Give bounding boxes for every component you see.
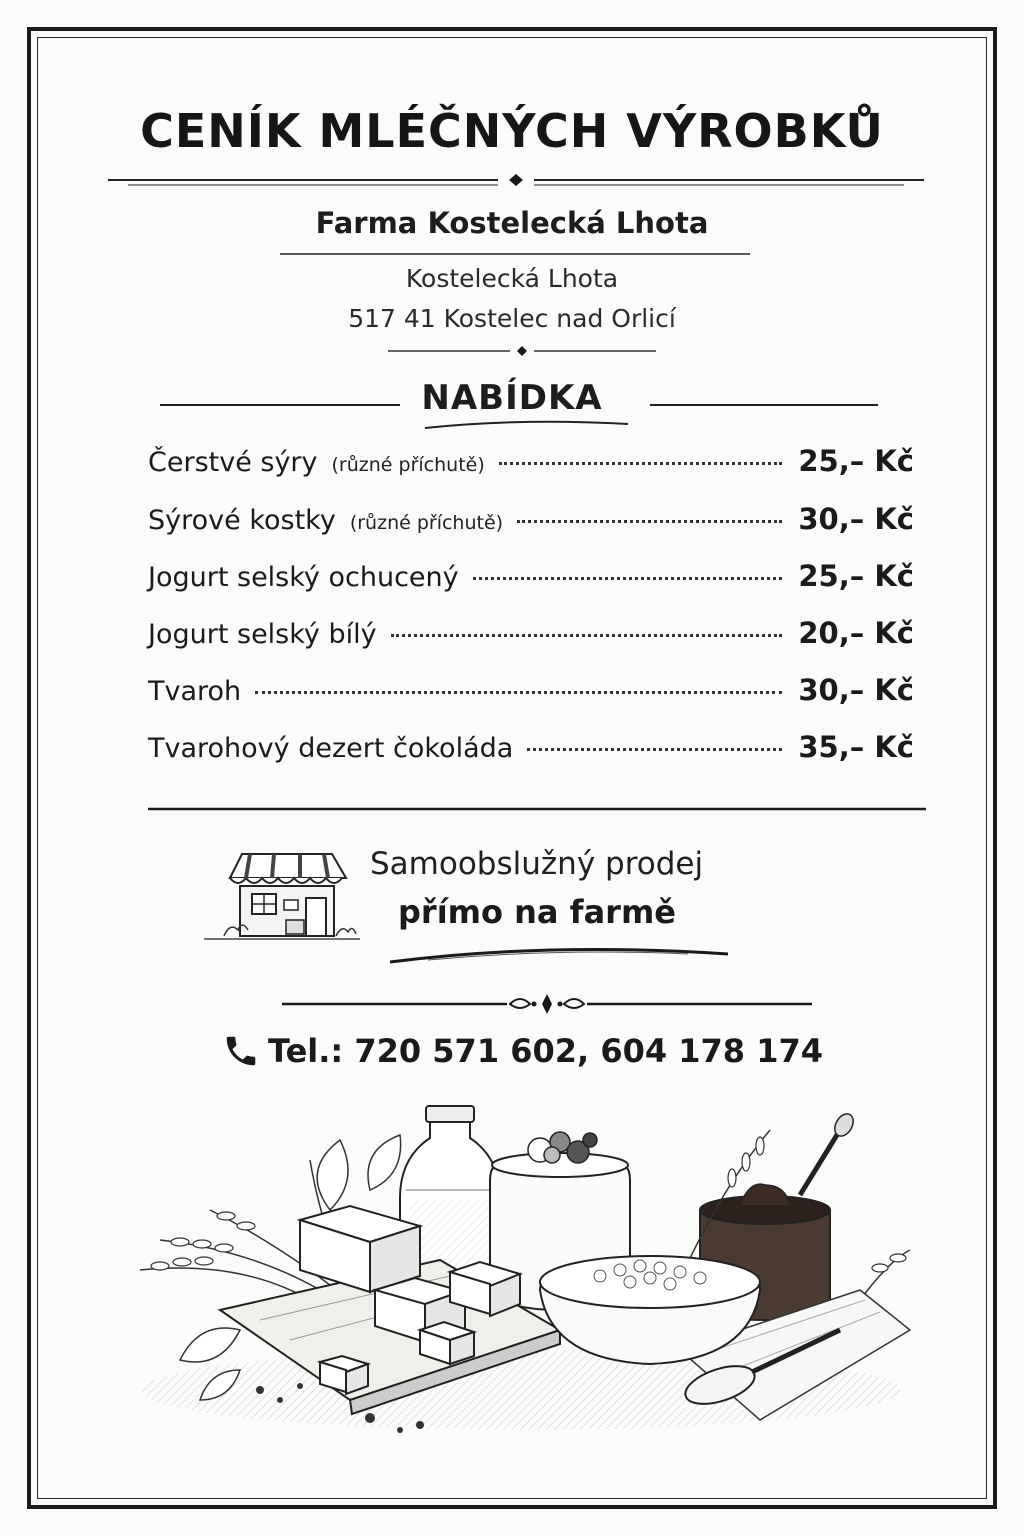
product-name: Tvarohový dezert čokoláda: [148, 733, 514, 764]
farm-name: Farma Kostelecká Lhota: [315, 206, 709, 240]
shop-line-2: přímo na farmě: [398, 893, 676, 931]
price-row: [148, 559, 914, 599]
section-heading: NABÍDKA: [421, 378, 603, 418]
product-name: Jogurt selský ochucený: [148, 562, 459, 593]
address-divider: [388, 344, 656, 358]
farm-shop-icon: [200, 846, 360, 946]
product-name: Sýrové kostky: [148, 505, 336, 536]
product-name: Tvaroh: [148, 676, 242, 707]
shop-line-1: Samoobslužný prodej: [370, 846, 704, 882]
product-price: 20,– Kč: [798, 616, 914, 650]
leader-dots: [517, 520, 782, 523]
price-row: [148, 616, 914, 656]
phone-numbers: Tel.: 720 571 602, 604 178 174: [268, 1032, 823, 1070]
phone-contact: [222, 1032, 823, 1070]
ornament-divider: [282, 992, 812, 1016]
leader-dots: [255, 691, 782, 694]
address-line-1: Kostelecká Lhota: [405, 264, 619, 293]
product-price: 25,– Kč: [798, 444, 914, 478]
price-row: [148, 444, 914, 484]
leader-dots: [473, 577, 783, 580]
leader-dots: [391, 634, 783, 637]
product-price: 30,– Kč: [798, 502, 914, 536]
shop-underline-swash: [388, 944, 730, 968]
price-row: [148, 673, 914, 713]
product-price: 30,– Kč: [798, 673, 914, 707]
price-row: [148, 502, 914, 542]
leader-dots: [499, 462, 783, 465]
title-divider: [108, 170, 924, 192]
list-divider: [148, 806, 926, 812]
dairy-products-illustration: [120, 1100, 920, 1450]
farm-name-underline: [280, 250, 750, 258]
phone-icon: [222, 1032, 260, 1070]
product-note: (různé příchutě): [349, 512, 504, 534]
page-title: CENÍK MLÉČNÝCH VÝROBKŮ: [140, 104, 884, 158]
product-note: (různé příchutě): [331, 454, 485, 476]
product-price: 25,– Kč: [798, 559, 914, 593]
leader-dots: [527, 748, 782, 751]
product-name: Čerstvé sýry: [148, 447, 318, 478]
product-price: 35,– Kč: [798, 730, 914, 764]
price-row: [148, 730, 914, 770]
address-line-2: 517 41 Kostelec nad Orlicí: [348, 304, 676, 333]
product-name: Jogurt selský bílý: [148, 619, 377, 650]
